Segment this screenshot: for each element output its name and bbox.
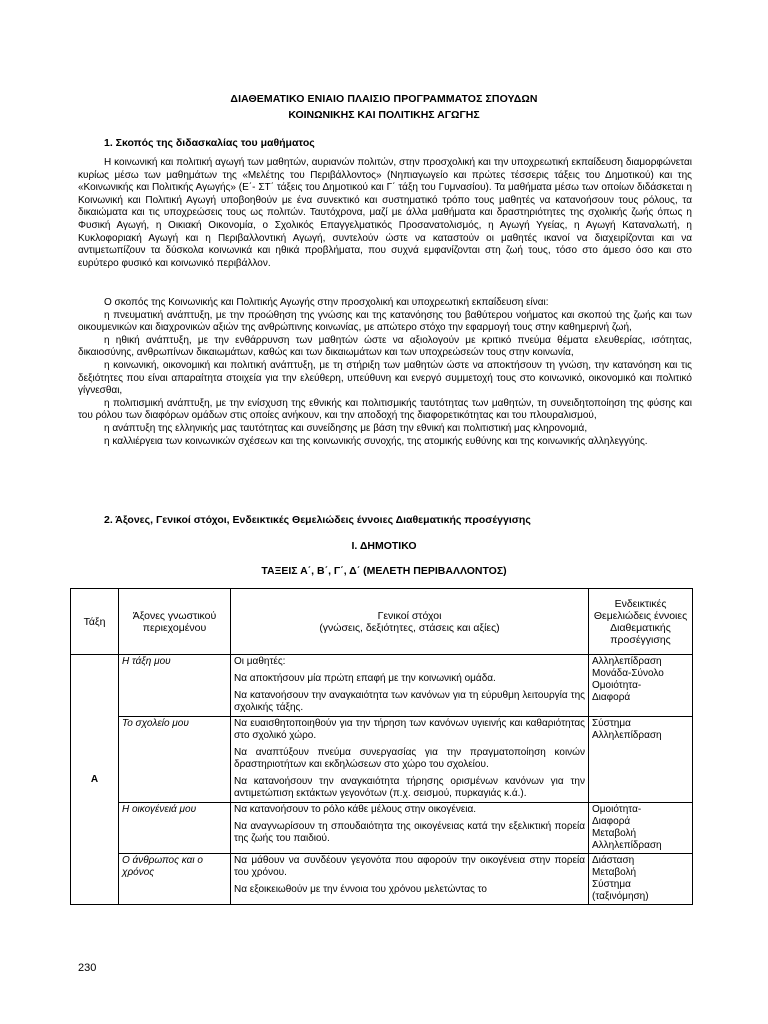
header-grade: Τάξη: [71, 589, 119, 655]
concepts-cell: Ομοιότητα- Διαφορά Μεταβολή Αλληλεπίδραση: [589, 803, 693, 854]
concepts-cell: Διάσταση Μεταβολή Σύστημα (ταξινόμηση): [589, 854, 693, 905]
goal-text: Να αναπτύξουν πνεύμα συνεργασίας για την πραγματοποίηση κοινών δραστηριοτήτων και εκδηλώσεων στο χώρο του σχολείου.: [234, 747, 585, 770]
header-concepts: Ενδεικτικές Θεμελιώδεις έννοιες Διαθεματικής προσέγγισης: [589, 589, 693, 655]
goals-cell: [231, 854, 589, 905]
section2-heading: 2. Άξονες, Γενικοί στόχοι, Ενδεικτικές Θεμελιώδεις έννοιες Διαθεματικής προσέγγισης: [104, 514, 531, 526]
axis-cell: Η οικογένειά μου: [119, 803, 231, 854]
goals-cell: [231, 655, 589, 717]
goal-text: Να αναγνωρίσουν τη σπουδαιότητα της οικογένειας κατά την εξελικτική πορεία της ζωής του παιδιού.: [234, 821, 585, 844]
purpose-item: η πολιτισμική ανάπτυξη, με την ενίσχυση της εθνικής και πολιτισμικής ταυτότητας των μαθητών, τη συνειδητοποίηση της φύσης και του ρόλου των διαφόρων ομάδων στις οποίες ανήκουν, και την αποδοχή της διαφορετικότητας και του πλουραλισμού,: [78, 397, 692, 422]
goal-text: Να εξοικειωθούν με την έννοια του χρόνου μελετώντας το: [234, 884, 487, 895]
purpose-item: η καλλιέργεια των κοινωνικών σχέσεων και της κοινωνικής συνοχής, της ατομικής ευθύνης και της κοινωνικής αλληλεγγύης.: [104, 435, 648, 447]
goal-text: Να μάθουν να συνδέουν γεγονότα που αφορούν την οικογένεια στην πορεία του χρόνου.: [234, 855, 585, 878]
header-goals: [231, 589, 589, 655]
intro-section: [78, 157, 692, 270]
document-title: ΔΙΑΘΕΜΑΤΙΚΟ ΕΝΙΑΙΟ ΠΛΑΙΣΙΟ ΠΡΟΓΡΑΜΜΑΤΟΣ ΣΠΟΥΔΩΝ: [230, 93, 538, 105]
purpose-section: [78, 297, 692, 448]
table-row: [71, 717, 693, 803]
header-goals-subtitle: (γνώσεις, δεξιότητες, στάσεις και αξίες): [319, 621, 500, 634]
section2-grades-heading: ΤΑΞΕΙΣ Α΄, Β΄, Γ΄, Δ΄ (ΜΕΛΕΤΗ ΠΕΡΙΒΑΛΛΟΝΤΟΣ): [261, 565, 507, 577]
table-row: [71, 854, 693, 905]
axis-cell: Ο άνθρωπος και ο χρόνος: [119, 854, 231, 905]
purpose-item: η ανάπτυξη της ελληνικής μας ταυτότητας και συνείδησης με βάση την εθνική και πολιτιστική μας κληρονομιά,: [104, 422, 588, 434]
grade-cell: Α: [71, 655, 119, 905]
purpose-lead: Ο σκοπός της Κοινωνικής και Πολιτικής Αγωγής στην προσχολική και υποχρεωτική εκπαίδευση είναι:: [104, 297, 549, 308]
purpose-item: η ηθική ανάπτυξη, με την ενθάρρυνση των μαθητών ώστε να αξιολογούν με κριτικό πνεύμα θέματα ελευθερίας, ισότητας, δικαιοσύνης, ανθρωπίνων δικαιωμάτων, καθώς και των δικαιωμάτων και των υποχρεώσεών τους στην κοινωνία,: [78, 334, 692, 359]
purpose-item: η πνευματική ανάπτυξη, με την προώθηση της γνώσης και της κατανόησης του βαθύτερου νοήματος και σκοπού της ζωής και των οικουμενικών και διαχρονικών αξιών της ανθρώπινης κοινωνίας, με απώτερο στόχο την εφαρμογή τους στην καθημερινή ζωή,: [78, 309, 692, 334]
goal-text: Να αποκτήσουν μία πρώτη επαφή με την κοινωνική ομάδα.: [234, 673, 496, 684]
curriculum-table: [70, 588, 693, 905]
goal-text: Να κατανοήσουν το ρόλο κάθε μέλους στην οικογένεια.: [234, 804, 477, 815]
section2-subheading: Ι. ΔΗΜΟΤΙΚΟ: [351, 540, 417, 552]
goal-text: Οι μαθητές:: [234, 656, 286, 667]
table-header-row: [71, 589, 693, 655]
document-subtitle: ΚΟΙΝΩΝΙΚΗΣ ΚΑΙ ΠΟΛΙΤΙΚΗΣ ΑΓΩΓΗΣ: [288, 109, 480, 121]
goal-text: Να ευαισθητοποιηθούν για την τήρηση των κανόνων υγιεινής και καθαριότητας στο σχολικό χώρο.: [234, 718, 585, 741]
page-number: 230: [78, 962, 97, 974]
page-cutoff: [70, 929, 694, 969]
axis-cell: Το σχολείο μου: [119, 717, 231, 803]
header-goals-title: Γενικοί στόχοι: [377, 609, 442, 622]
table-row: [71, 803, 693, 854]
goal-text: Να κατανοήσουν την αναγκαιότητα τήρησης ορισμένων κανόνων για την αντιμετώπιση εκτάκτων γεγονότων (π.χ. σεισμού, πυρκαγιάς κ.ά.).: [234, 776, 585, 799]
header-axes: Άξονες γνωστικού περιεχομένου: [119, 589, 231, 655]
concepts-cell: Αλληλεπίδραση Μονάδα-Σύνολο Ομοιότητα- Διαφορά: [589, 655, 693, 717]
goal-text: Να κατανοήσουν την αναγκαιότητα των κανόνων για τη εύρυθμη λειτουργία της σχολικής τάξης.: [234, 690, 585, 713]
table-row: [71, 655, 693, 717]
intro-paragraph: Η κοινωνική και πολιτική αγωγή των μαθητών, αυριανών πολιτών, στην προσχολική και την υποχρεωτική εκπαίδευση διαμορφώνεται κυρίως μέσω των μαθημάτων της «Μελέτης του Περιβάλλοντος» (Νηπιαγωγείο και πρώτες τέσσερις τάξεις του Δημοτικού) και της «Κοινωνικής και Πολιτικής Αγωγής» (Ε΄- ΣΤ΄ τάξεις του Δημοτικού και Γ΄ τάξη του Γυμνασίου). Τα μαθήματα μέσω των οποίων διδάσκεται η Κοινωνική και Πολιτική Αγωγή υποβοηθούν με ένα συνεκτικό και συστηματικό τρόπο τους μαθητές να κατανοήσουν τους ρόλους, τα δικαιώματα και τις υποχρεώσεις τους ως πολιτών. Ταυτόχρονα, μαζί με άλλα μαθήματα και δραστηριότητες της σχολικής ζωής όπως η Φυσική Αγωγή, η Οικιακή Οικονομία, ο Σχολικός Επαγγελματικός Προσανατολισμός, η Αγωγή Υγείας, η Αγωγή Καταναλωτή, η Κυκλοφοριακή Αγωγή και η Περιβαλλοντική Αγωγή, συντελούν ώστε να καταστούν οι μαθητές ικανοί να διαχειρίζονται και να αντιμετωπίζουν τα δύσκολα κοινωνικά και ηθικά προβλήματα, που συχνά εμφανίζονται στη ζωή τους, τόσο στο άμεσο όσο και στο ευρύτερο φυσικό και κοινωνικό περιβάλλον.: [78, 157, 692, 269]
purpose-item: η κοινωνική, οικονομική και πολιτική ανάπτυξη, με τη στήριξη των μαθητών ώστε να αποκτήσουν τη γνώση, την κατανόηση και τις δεξιότητες που είναι απαραίτητα στοιχεία για την ελεύθερη, υπεύθυνη και ενεργό συμμετοχή τους στο κοινωνικό, οικονομικό και πολιτικό γίγνεσθαι,: [78, 359, 692, 397]
concepts-cell: Σύστημα Αλληλεπίδραση: [589, 717, 693, 803]
goals-cell: [231, 717, 589, 803]
goals-cell: [231, 803, 589, 854]
section1-heading: 1. Σκοπός της διδασκαλίας του μαθήματος: [104, 137, 315, 149]
axis-cell: Η τάξη μου: [119, 655, 231, 717]
